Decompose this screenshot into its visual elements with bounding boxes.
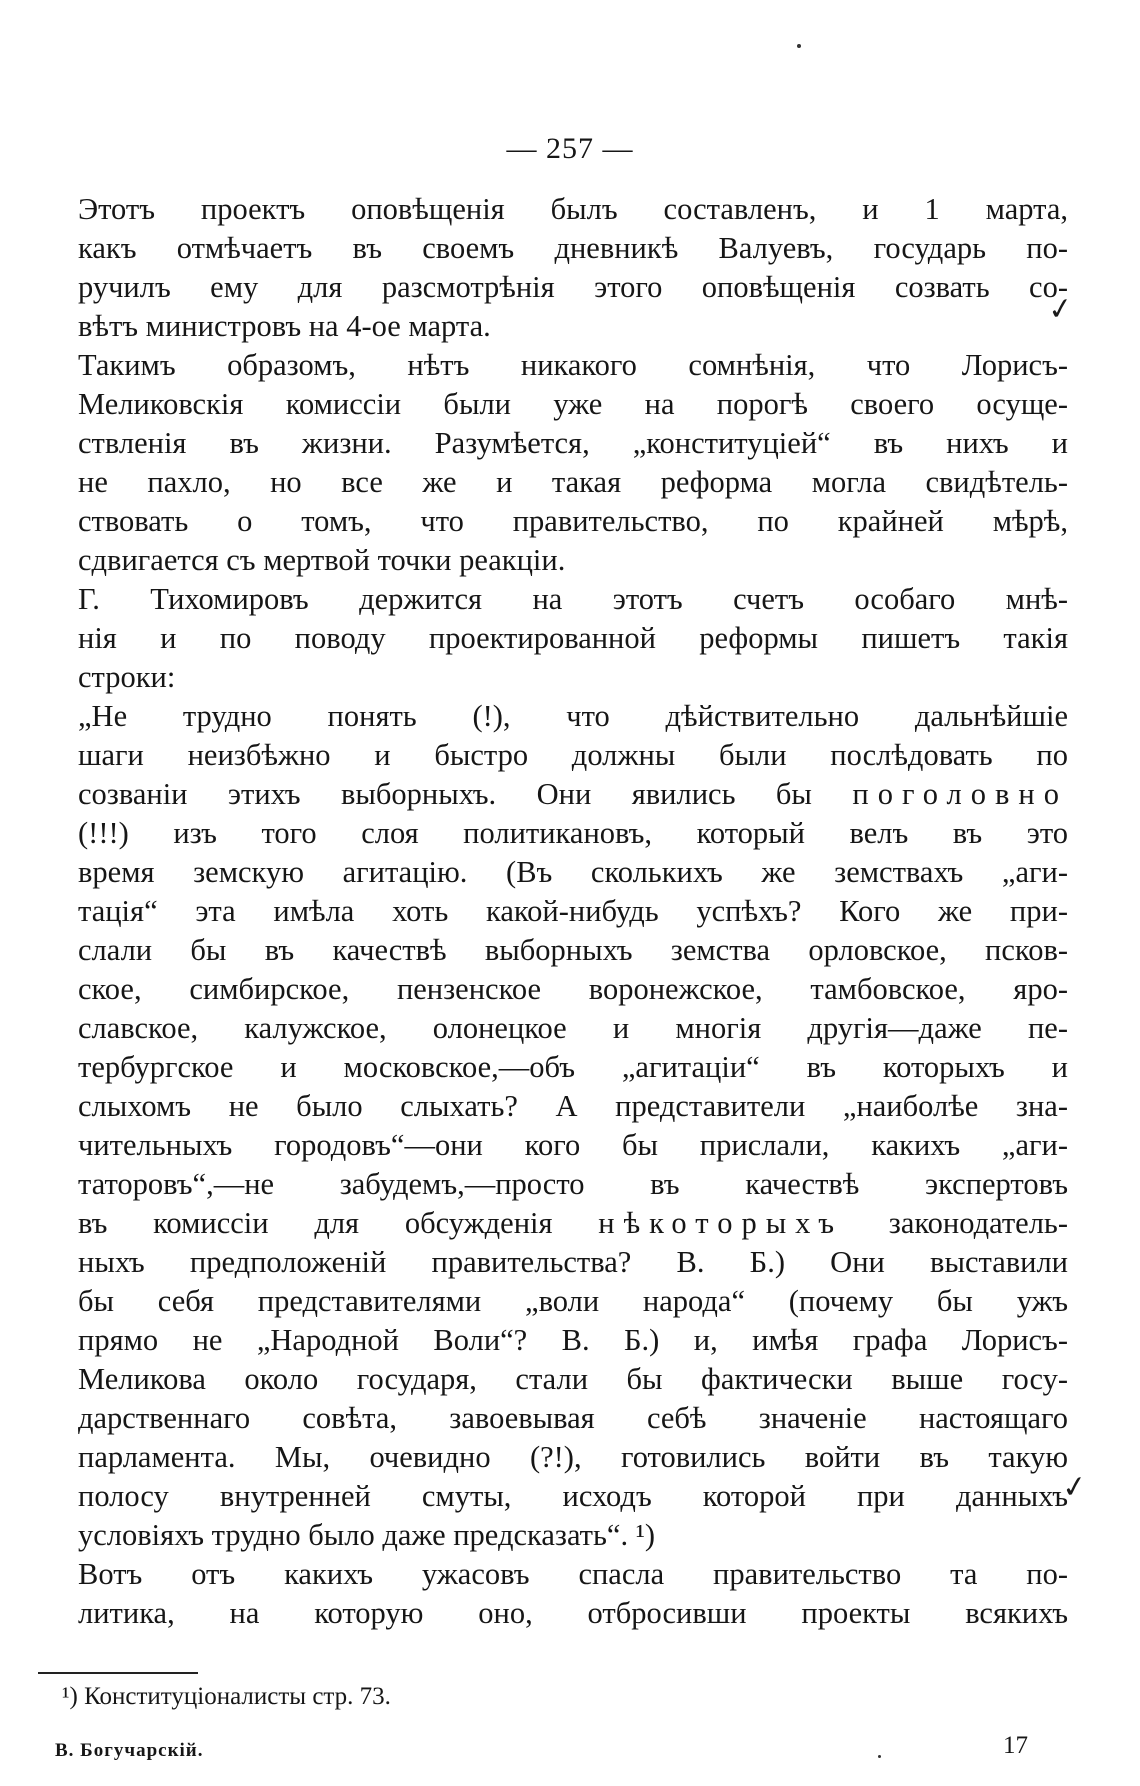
sheet-number: 17 bbox=[1003, 1732, 1028, 1759]
text-line: Вотъ отъ какихъ ужасовъ спасла правительство та по- bbox=[78, 1557, 1068, 1591]
text-line: не пахло, но все же и такая реформа могла свидѣтель- bbox=[78, 465, 1068, 499]
text-line: тація“ эта имѣла хоть какой-нибудь успѣхъ? Кого же при- bbox=[78, 894, 1068, 928]
text-line: полосу внутренней смуты, исходъ которой при данныхъ bbox=[78, 1479, 1068, 1513]
text-line: парламента. Мы, очевидно (?!), готовились войти въ такую bbox=[78, 1440, 1068, 1474]
emphasized-word: поголовно bbox=[852, 777, 1068, 811]
text-line: ствовать о томъ, что правительство, по крайней мѣрѣ, bbox=[78, 504, 1068, 538]
text-line: въ комиссіи для обсужденія нѣкоторыхъ законодатель- bbox=[78, 1206, 1068, 1240]
text-line: чительныхъ городовъ“—они кого бы прислали, какихъ „аги- bbox=[78, 1128, 1068, 1162]
footnote: ¹) Конституціоналисты стр. 73. bbox=[62, 1683, 391, 1710]
margin-checkmark: ✓ bbox=[1059, 1468, 1090, 1507]
speck bbox=[797, 44, 801, 48]
text-line: созваніи этихъ выборныхъ. Они явились бы поголовно bbox=[78, 777, 1068, 811]
margin-checkmark: ✓ bbox=[1045, 290, 1076, 329]
footnote-rule bbox=[38, 1672, 198, 1674]
text-line: строки: bbox=[78, 660, 176, 694]
text-line: ныхъ предположеній правительства? В. Б.) Они выставили bbox=[78, 1245, 1068, 1279]
text-line: ствленія въ жизни. Разумѣется, „конституціей“ въ нихъ и bbox=[78, 426, 1068, 460]
speck bbox=[878, 1755, 881, 1758]
page-number: — 257 — bbox=[506, 132, 634, 165]
emphasized-word: нѣкоторыхъ bbox=[598, 1206, 844, 1240]
text-line: Меликовскія комиссіи были уже на порогѣ своего осуще- bbox=[78, 387, 1068, 421]
text-line: время земскую агитацію. (Въ сколькихъ же земствахъ „аги- bbox=[78, 855, 1068, 889]
text-line: Такимъ образомъ, нѣтъ никакого сомнѣнія, что Лорисъ- bbox=[78, 348, 1068, 382]
text-line: славское, калужское, олонецкое и многія другія—даже пе- bbox=[78, 1011, 1068, 1045]
text-line: ское, симбирское, пензенское воронежское, тамбовское, яро- bbox=[78, 972, 1068, 1006]
text-line: ручилъ ему для разсмотрѣнія этого оповѣщенія созвать со- bbox=[78, 270, 1068, 304]
text-line: слыхомъ не было слыхать? А представители „наиболѣе зна- bbox=[78, 1089, 1068, 1123]
text-line: „Не трудно понять (!), что дѣйствительно дальнѣйшіе bbox=[78, 699, 1068, 733]
signature-mark: В. Богучарскій. bbox=[55, 1740, 204, 1761]
text-line: Г. Тихомировъ держится на этотъ счетъ особаго мнѣ- bbox=[78, 582, 1068, 616]
text-line: сдвигается съ мертвой точки реакціи. bbox=[78, 543, 566, 577]
text-line: Меликова около государя, стали бы фактически выше госу- bbox=[78, 1362, 1068, 1396]
text-line: Этотъ проектъ оповѣщенія былъ составленъ, и 1 марта, bbox=[78, 192, 1068, 226]
text-line: (!!!) изъ того слоя политикановъ, который велъ въ это bbox=[78, 816, 1068, 850]
text-line: нія и по поводу проектированной реформы пишетъ такія bbox=[78, 621, 1068, 655]
text-line: бы себя представителями „воли народа“ (почему бы ужъ bbox=[78, 1284, 1068, 1318]
text-line: шаги неизбѣжно и быстро должны были послѣдовать по bbox=[78, 738, 1068, 772]
text-line: таторовъ“,—не забудемъ,—просто въ качествѣ экспертовъ bbox=[78, 1167, 1068, 1201]
text-line: условіяхъ трудно было даже предсказать“. ¹) bbox=[78, 1518, 656, 1552]
text-line: вѣтъ министровъ на 4-ое марта. bbox=[78, 309, 491, 343]
text-line: прямо не „Народной Воли“? В. Б.) и, имѣя графа Лорисъ- bbox=[78, 1323, 1068, 1357]
text-line: дарственнаго совѣта, завоевывая себѣ значеніе настоящаго bbox=[78, 1401, 1068, 1435]
text-line: тербургское и московское,—объ „агитаціи“ въ которыхъ и bbox=[78, 1050, 1068, 1084]
main-text bbox=[78, 190, 1068, 1633]
text-line: литика, на которую оно, отбросивши проекты всякихъ bbox=[78, 1596, 1068, 1630]
text-line: слали бы въ качествѣ выборныхъ земства орловское, псков- bbox=[78, 933, 1068, 967]
text-line: какъ отмѣчаетъ въ своемъ дневникѣ Валуевъ, государь по- bbox=[78, 231, 1068, 265]
